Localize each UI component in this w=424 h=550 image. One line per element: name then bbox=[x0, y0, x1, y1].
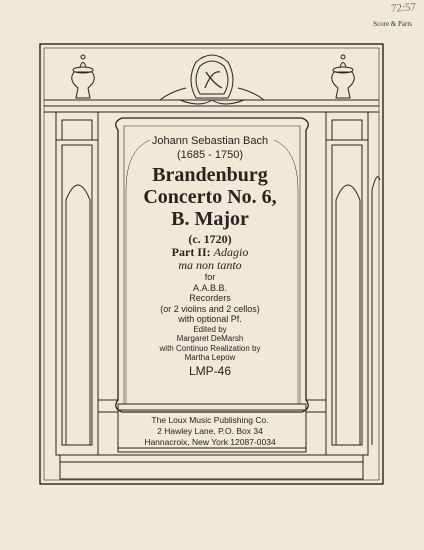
handwritten-note: 72:57 bbox=[390, 1, 417, 15]
title-block bbox=[120, 134, 300, 378]
for-label: for bbox=[204, 272, 216, 282]
optional-piano: with optional Pf. bbox=[178, 314, 242, 324]
part-tempo-2: ma non tanto bbox=[178, 258, 242, 272]
composer-dates: (1685 - 1750) bbox=[176, 149, 244, 161]
title-line-1: Brandenburg bbox=[152, 164, 268, 186]
catalog-code: LMP-46 bbox=[188, 363, 232, 378]
score-parts-label: Score & Parts bbox=[373, 20, 412, 28]
composer-name: Johann Sebastian Bach bbox=[151, 135, 269, 147]
composition-year: (c. 1720) bbox=[188, 232, 232, 246]
realizer-name: Martha Lepow bbox=[184, 353, 236, 362]
publisher-address-2: Hannacroix, New York 12087-0034 bbox=[144, 437, 276, 447]
edited-by-label: Edited by bbox=[193, 324, 227, 334]
part-label: Part II: bbox=[171, 245, 211, 259]
editor-name: Margaret DeMarsh bbox=[176, 334, 244, 343]
title-line-2: Concerto No. 6, bbox=[143, 186, 277, 208]
realization-label: with Continuo Realization by bbox=[159, 343, 261, 353]
publisher-block bbox=[120, 415, 300, 448]
recorders: Recorders bbox=[189, 293, 231, 303]
voices: A.A.B.B. bbox=[192, 282, 227, 293]
publisher-address-1: 2 Hawley Lane, P.O. Box 34 bbox=[157, 426, 263, 436]
title-line-3: B. Major bbox=[171, 208, 249, 230]
alternate-instruments: (or 2 violins and 2 cellos) bbox=[160, 303, 260, 314]
publisher-name: The Loux Music Publishing Co. bbox=[151, 415, 269, 425]
part-tempo: Adagio bbox=[213, 245, 249, 259]
